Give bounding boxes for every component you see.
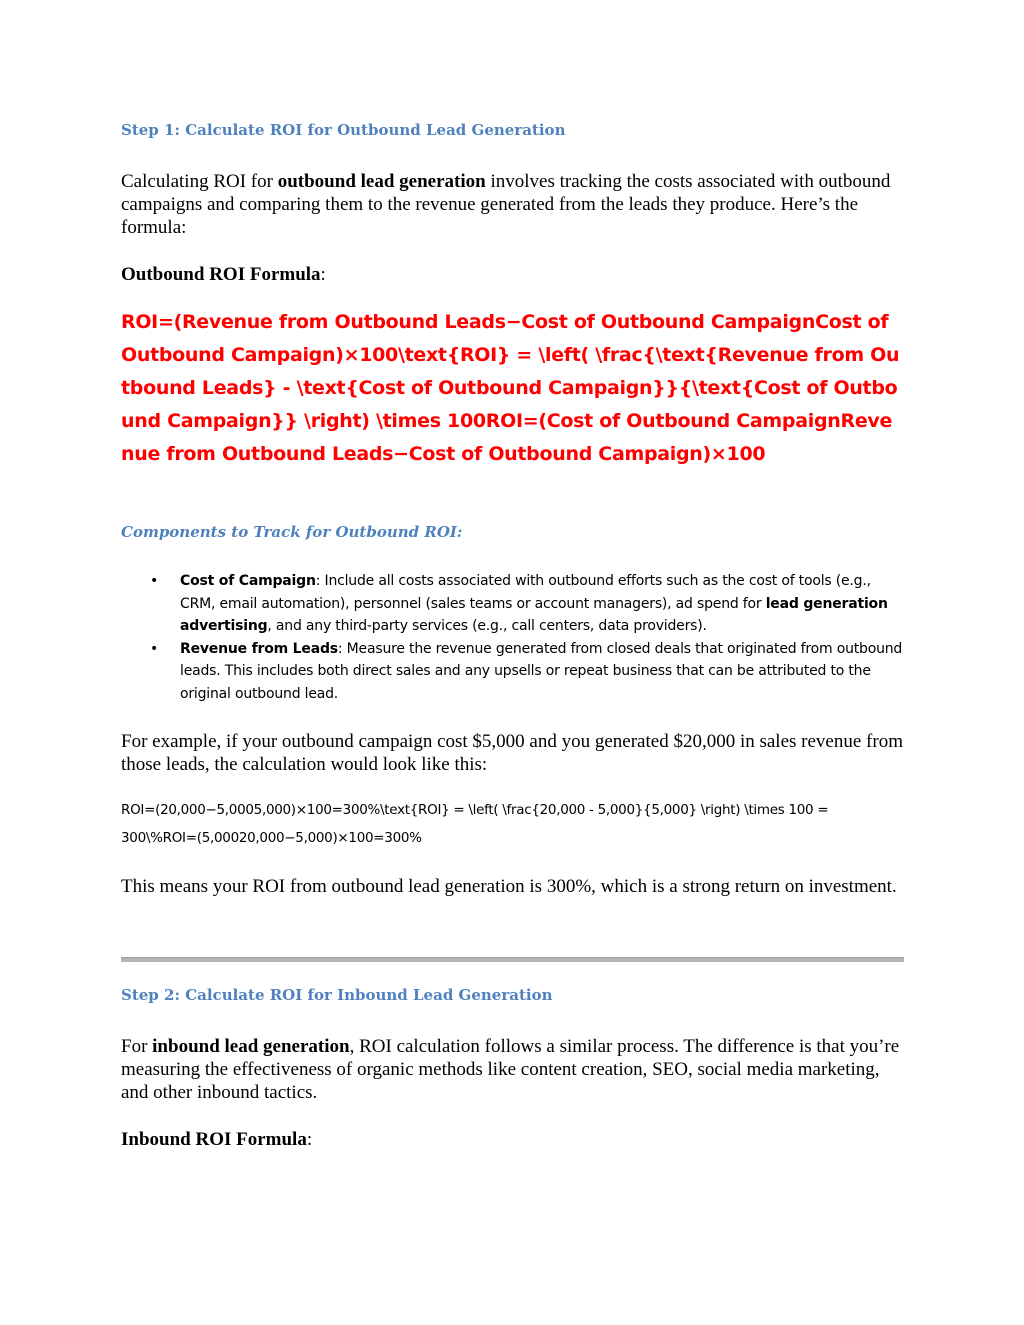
list-item-bold: Cost of Campaign xyxy=(180,573,316,589)
example-paragraph: For example, if your outbound campaign cost $5,000 and you generated $20,000 in sales revenue from those leads, the calculation would look like this: xyxy=(121,731,903,775)
list-item-cost-of-campaign xyxy=(121,570,904,638)
list-item-bold: lead generation advertising xyxy=(180,595,888,635)
components-heading: Components to Track for Outbound ROI: xyxy=(121,523,463,541)
outbound-formula-label xyxy=(121,263,904,286)
step1-heading: Step 1: Calculate ROI for Outbound Lead Generation xyxy=(121,121,566,139)
conclusion-paragraph: This means your ROI from outbound lead generation is 300%, which is a strong return on investment. xyxy=(121,876,897,897)
section-divider xyxy=(121,957,904,962)
step1-intro-text-a: Calculating ROI for xyxy=(121,171,278,192)
outbound-formula-label-colon: : xyxy=(320,264,326,285)
inbound-formula-label-text: Inbound ROI Formula xyxy=(121,1129,307,1150)
step1-intro-text-b: involves tracking the costs associated with outbound campaigns and comparing them to the revenue generated from the leads they produce. Here’s the formula: xyxy=(121,171,891,238)
list-item-text: , and any third-party services (e.g., call centers, data providers). xyxy=(267,618,707,635)
list-item-revenue-from-leads xyxy=(121,638,904,706)
step2-intro-paragraph xyxy=(121,1035,904,1104)
list-item-text: : Measure the revenue generated from closed deals that originated from outbound leads. This includes both direct sales and any upsells or repeat business that can be attributed to the original outbound lead. xyxy=(180,640,903,702)
step1-intro-paragraph xyxy=(121,170,904,239)
outbound-roi-formula: ROI=(Revenue from Outbound Leads−Cost of Outbound CampaignCost of Outbound Campaign)×100\text{ROI} = \left( \frac{\text{Revenue from Outbound Leads} - \text{Cost of Outbound Campaign}}{\text{Cost of Outbound Campaign}} \right) \times 100ROI=(Cost of Outbound CampaignRevenue from Outbound Leads−Cost of Outbound Campaign)×100 xyxy=(121,311,900,465)
components-list xyxy=(121,570,904,706)
step2-intro-text-b: , ROI calculation follows a similar process. The difference is that you’re measuring the effectiveness of organic methods like content creation, SEO, social media marketing, and other inbound tactics. xyxy=(121,1036,900,1103)
list-item-bold: Revenue from Leads xyxy=(180,640,338,657)
inbound-formula-label xyxy=(121,1128,904,1151)
step2-heading: Step 2: Calculate ROI for Inbound Lead Generation xyxy=(121,986,553,1004)
list-item-text: : Include all costs associated with outbound efforts such as the cost of tools (e.g., CRM, email automation), personnel (sales teams or account managers), ad spend for xyxy=(180,573,871,612)
step1-intro-bold: outbound lead generation xyxy=(277,171,486,192)
step2-intro-text-a: For xyxy=(121,1036,153,1057)
bullet-icon: • xyxy=(150,640,159,657)
example-formula: ROI=(20,000−5,0005,000)×100=300%\text{ROI} = \left( \frac{20,000 - 5,000}{5,000} \right) \times 100 = 300\%ROI=(5,00020,000−5,000)×100=300% xyxy=(121,802,829,846)
inbound-formula-label-colon: : xyxy=(306,1129,313,1150)
step2-intro-bold: inbound lead generation xyxy=(152,1036,350,1057)
outbound-formula-label-text: Outbound ROI Formula xyxy=(121,264,321,285)
bullet-icon: • xyxy=(150,573,159,589)
